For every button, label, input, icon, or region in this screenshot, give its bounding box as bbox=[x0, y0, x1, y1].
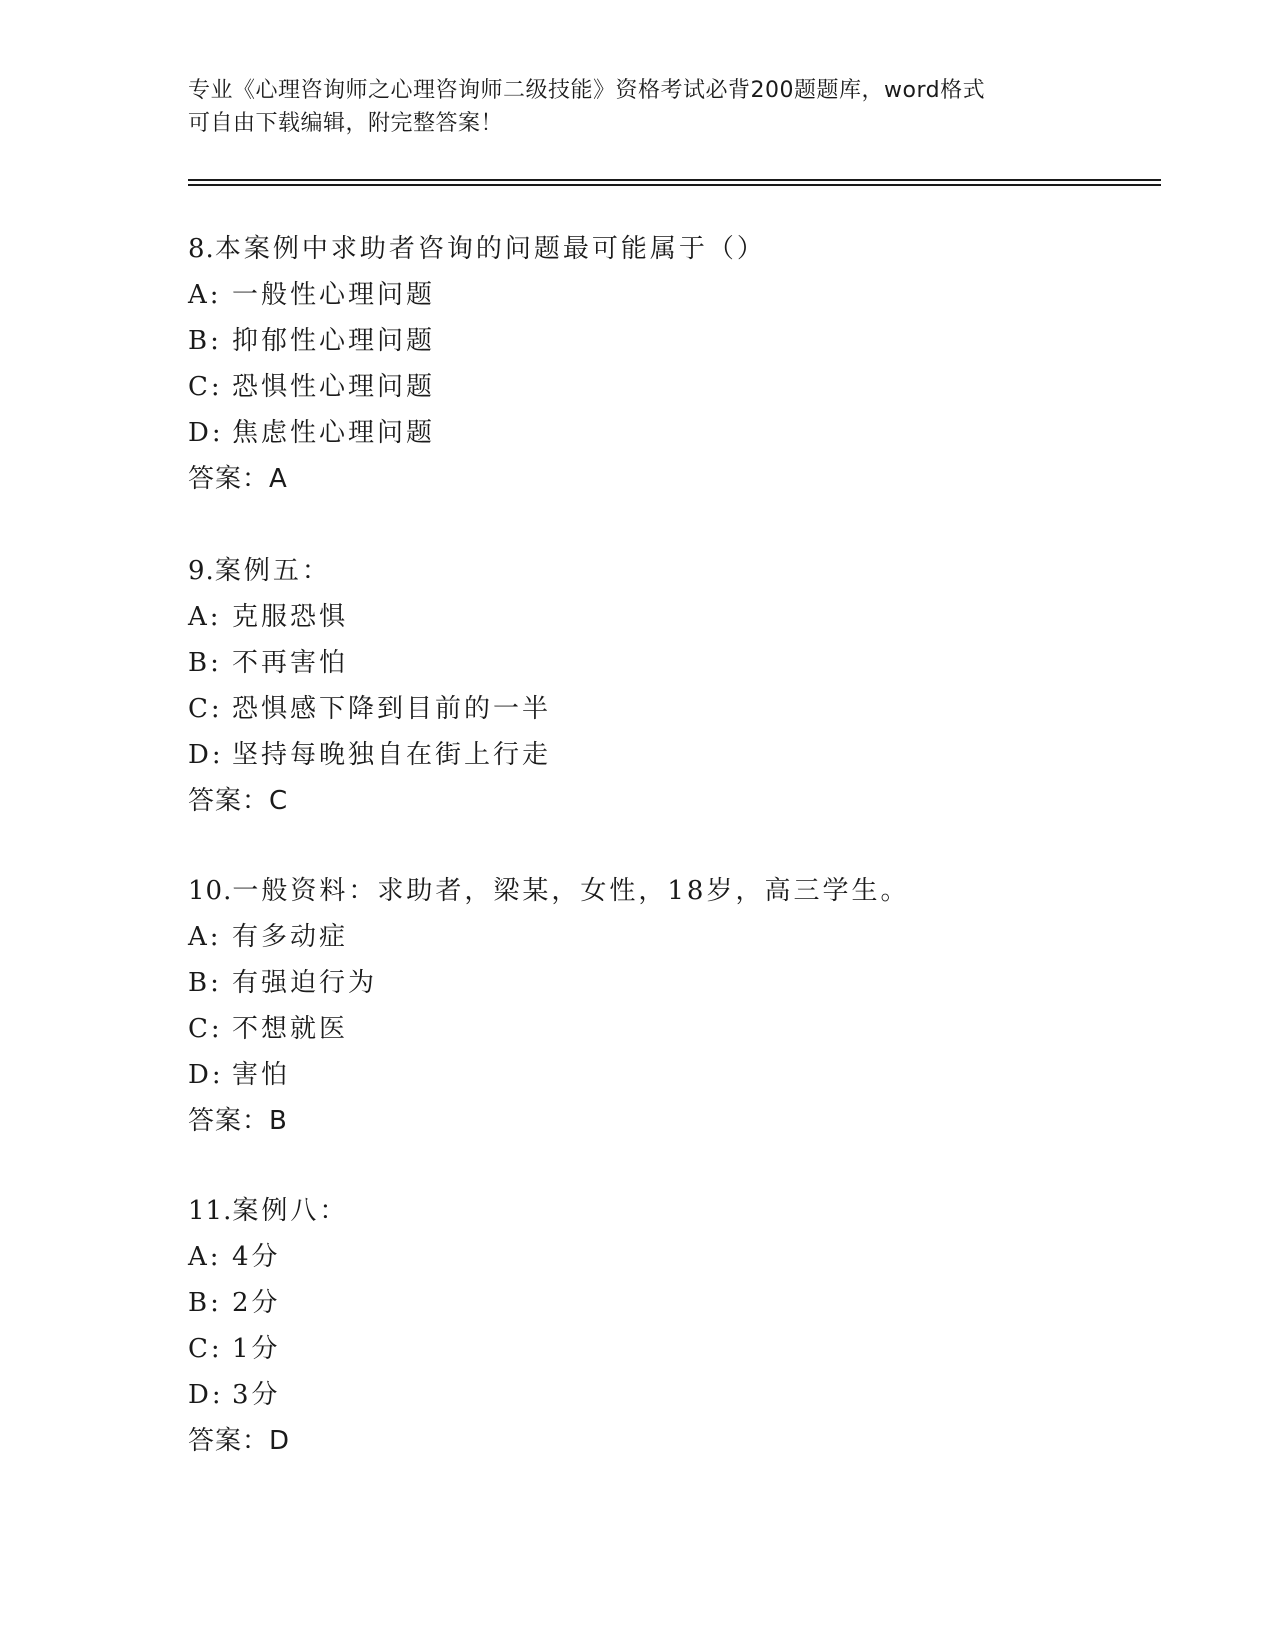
option-label: A: bbox=[188, 1242, 222, 1272]
option-c bbox=[188, 1326, 1138, 1372]
option-text: 克服恐惧 bbox=[232, 602, 349, 632]
question-text: 案例八： bbox=[232, 1196, 349, 1226]
option-b bbox=[188, 318, 1138, 364]
option-text: 抑郁性心理问题 bbox=[232, 326, 436, 356]
option-a bbox=[188, 272, 1138, 318]
option-label: D: bbox=[188, 1060, 224, 1090]
option-text: 害怕 bbox=[232, 1060, 291, 1090]
question-stem bbox=[188, 226, 1138, 272]
option-label: D: bbox=[188, 1380, 224, 1410]
option-text: 有多动症 bbox=[232, 922, 349, 952]
option-text: 一般性心理问题 bbox=[232, 280, 436, 310]
question-stem bbox=[188, 1188, 1138, 1234]
option-label: D: bbox=[188, 740, 224, 770]
option-label: B: bbox=[188, 1288, 222, 1318]
option-text: 不再害怕 bbox=[232, 648, 349, 678]
question-stem bbox=[188, 868, 1138, 914]
option-text: 焦虑性心理问题 bbox=[232, 418, 436, 448]
header-divider-bottom bbox=[188, 184, 1161, 186]
option-a bbox=[188, 1234, 1138, 1280]
option-text: 1分 bbox=[232, 1334, 281, 1364]
question-text: 一般资料：求助者，梁某，女性，18岁，高三学生。 bbox=[232, 876, 910, 906]
option-c bbox=[188, 1006, 1138, 1052]
option-label: C: bbox=[188, 1334, 223, 1364]
option-label: A: bbox=[188, 280, 222, 310]
option-a bbox=[188, 914, 1138, 960]
option-text: 不想就医 bbox=[232, 1014, 349, 1044]
option-label: B: bbox=[188, 326, 222, 356]
question-number: 11. bbox=[188, 1196, 233, 1226]
answer-line: 答案：B bbox=[188, 1106, 288, 1136]
option-label: B: bbox=[188, 968, 222, 998]
question-9 bbox=[188, 548, 1138, 824]
option-text: 4分 bbox=[232, 1242, 281, 1272]
question-text: 案例五： bbox=[214, 556, 331, 586]
option-c bbox=[188, 686, 1138, 732]
option-text: 2分 bbox=[232, 1288, 281, 1318]
question-number: 9. bbox=[188, 556, 215, 586]
option-label: C: bbox=[188, 694, 223, 724]
option-text: 坚持每晚独自在街上行走 bbox=[232, 740, 552, 770]
question-number: 8. bbox=[188, 234, 215, 264]
option-label: A: bbox=[188, 602, 222, 632]
option-label: D: bbox=[188, 418, 224, 448]
answer-line: 答案：A bbox=[188, 464, 288, 494]
option-text: 恐惧感下降到目前的一半 bbox=[232, 694, 552, 724]
option-text: 3分 bbox=[232, 1380, 281, 1410]
header-line-1: 专业《心理咨询师之心理咨询师二级技能》资格考试必背200题题库，word格式 bbox=[188, 78, 986, 103]
option-b bbox=[188, 640, 1138, 686]
option-label: A: bbox=[188, 922, 222, 952]
question-number: 10. bbox=[188, 876, 233, 906]
option-label: C: bbox=[188, 372, 223, 402]
option-b bbox=[188, 960, 1138, 1006]
option-d bbox=[188, 732, 1138, 778]
option-d bbox=[188, 1372, 1138, 1418]
option-text: 恐惧性心理问题 bbox=[232, 372, 436, 402]
question-11 bbox=[188, 1188, 1138, 1464]
document-header bbox=[188, 74, 1088, 140]
question-8 bbox=[188, 226, 1138, 502]
answer-line: 答案：D bbox=[188, 1426, 291, 1456]
option-label: B: bbox=[188, 648, 222, 678]
header-divider-top bbox=[188, 179, 1161, 181]
option-c bbox=[188, 364, 1138, 410]
option-label: C: bbox=[188, 1014, 223, 1044]
answer-line: 答案：C bbox=[188, 786, 289, 816]
question-text: 本案例中求助者咨询的问题最可能属于（） bbox=[214, 234, 766, 264]
option-text: 有强迫行为 bbox=[232, 968, 378, 998]
option-d bbox=[188, 1052, 1138, 1098]
option-d bbox=[188, 410, 1138, 456]
question-stem bbox=[188, 548, 1138, 594]
header-line-2: 可自由下载编辑，附完整答案！ bbox=[188, 111, 504, 136]
question-10 bbox=[188, 868, 1138, 1144]
option-a bbox=[188, 594, 1138, 640]
option-b bbox=[188, 1280, 1138, 1326]
